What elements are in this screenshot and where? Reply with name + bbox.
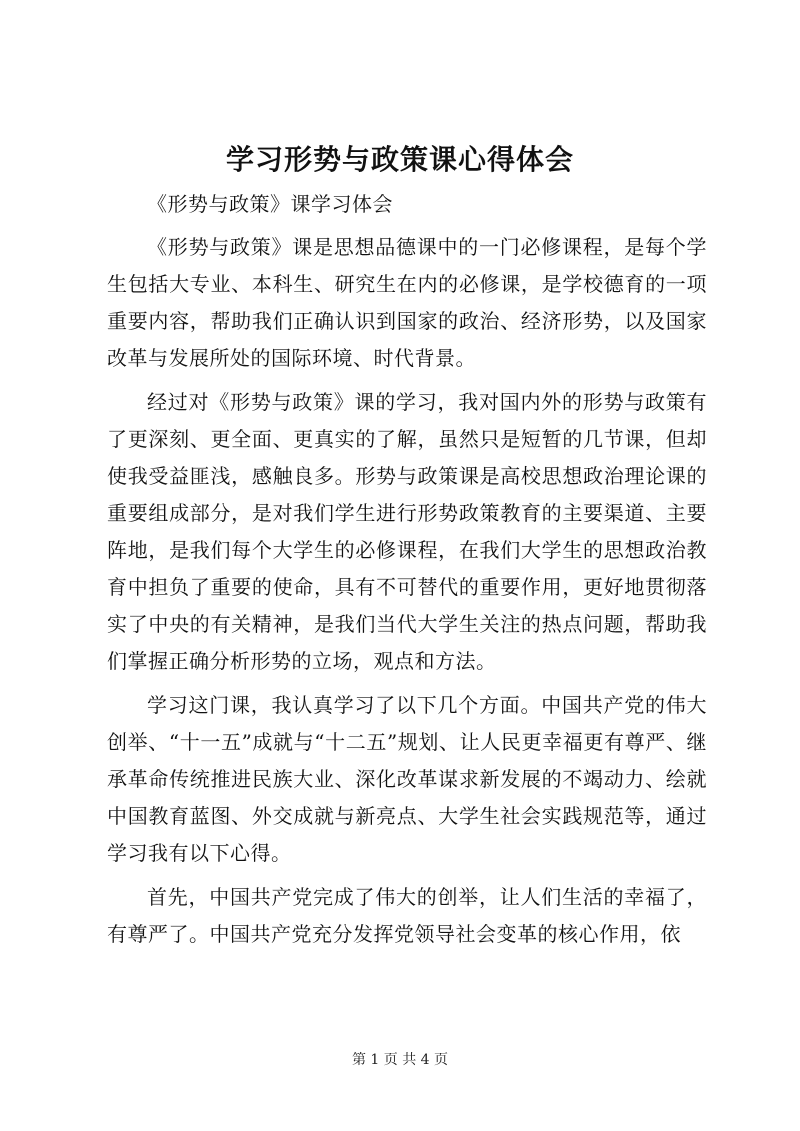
paragraph-first: 首先，中国共产党完成了伟大的创举，让人们生活的幸福了，有尊严了。中国共产党充分发挥党领导社会变革的核心作用，依 [107,885,707,946]
paragraph-intro: 《形势与政策》课是思想品德课中的一门必修课程，是每个学生包括大专业、本科生、研究生在内的必修课，是学校德育的一项重要内容，帮助我们正确认识到国家的政治、经济形势，以及国家改革与发展所处的国际环境、时代背景。 [107,235,707,370]
paragraph-study: 经过对《形势与政策》课的学习，我对国内外的形势与政策有了更深刻、更全面、更真实的了解，虽然只是短暂的几节课，但却使我受益匪浅，感触良多。形势与政策课是高校思想政治理论课的重要组成部分，是对我们学生进行形势政策教育的主要渠道、主要阵地，是我们每个大学生的必修课程，在我们大学生的思想政治教育中担负了重要的使命，具有不可替代的重要作用，更好地贯彻落实了中央的有关精神，是我们当代大学生关注的热点问题，帮助我们掌握正确分析形势的立场，观点和方法。 [107,390,707,673]
paragraph-topics: 学习这门课，我认真学习了以下几个方面。中国共产党的伟大创举、“十一五”成就与“十二五”规划、让人民更幸福更有尊严、继承革命传统推进民族大业、深化改革谋求新发展的不竭动力、绘就中国教育蓝图、外交成就与新亮点、大学生社会实践规范等，通过学习我有以下心得。 [107,693,707,865]
document-title: 学习形势与政策课心得体会 [225,143,574,176]
paragraph-subtitle: 《形势与政策》课学习体会 [147,192,393,216]
page-footer: 第 1 页 共 4 页 [351,1052,449,1068]
document-body [107,186,707,953]
